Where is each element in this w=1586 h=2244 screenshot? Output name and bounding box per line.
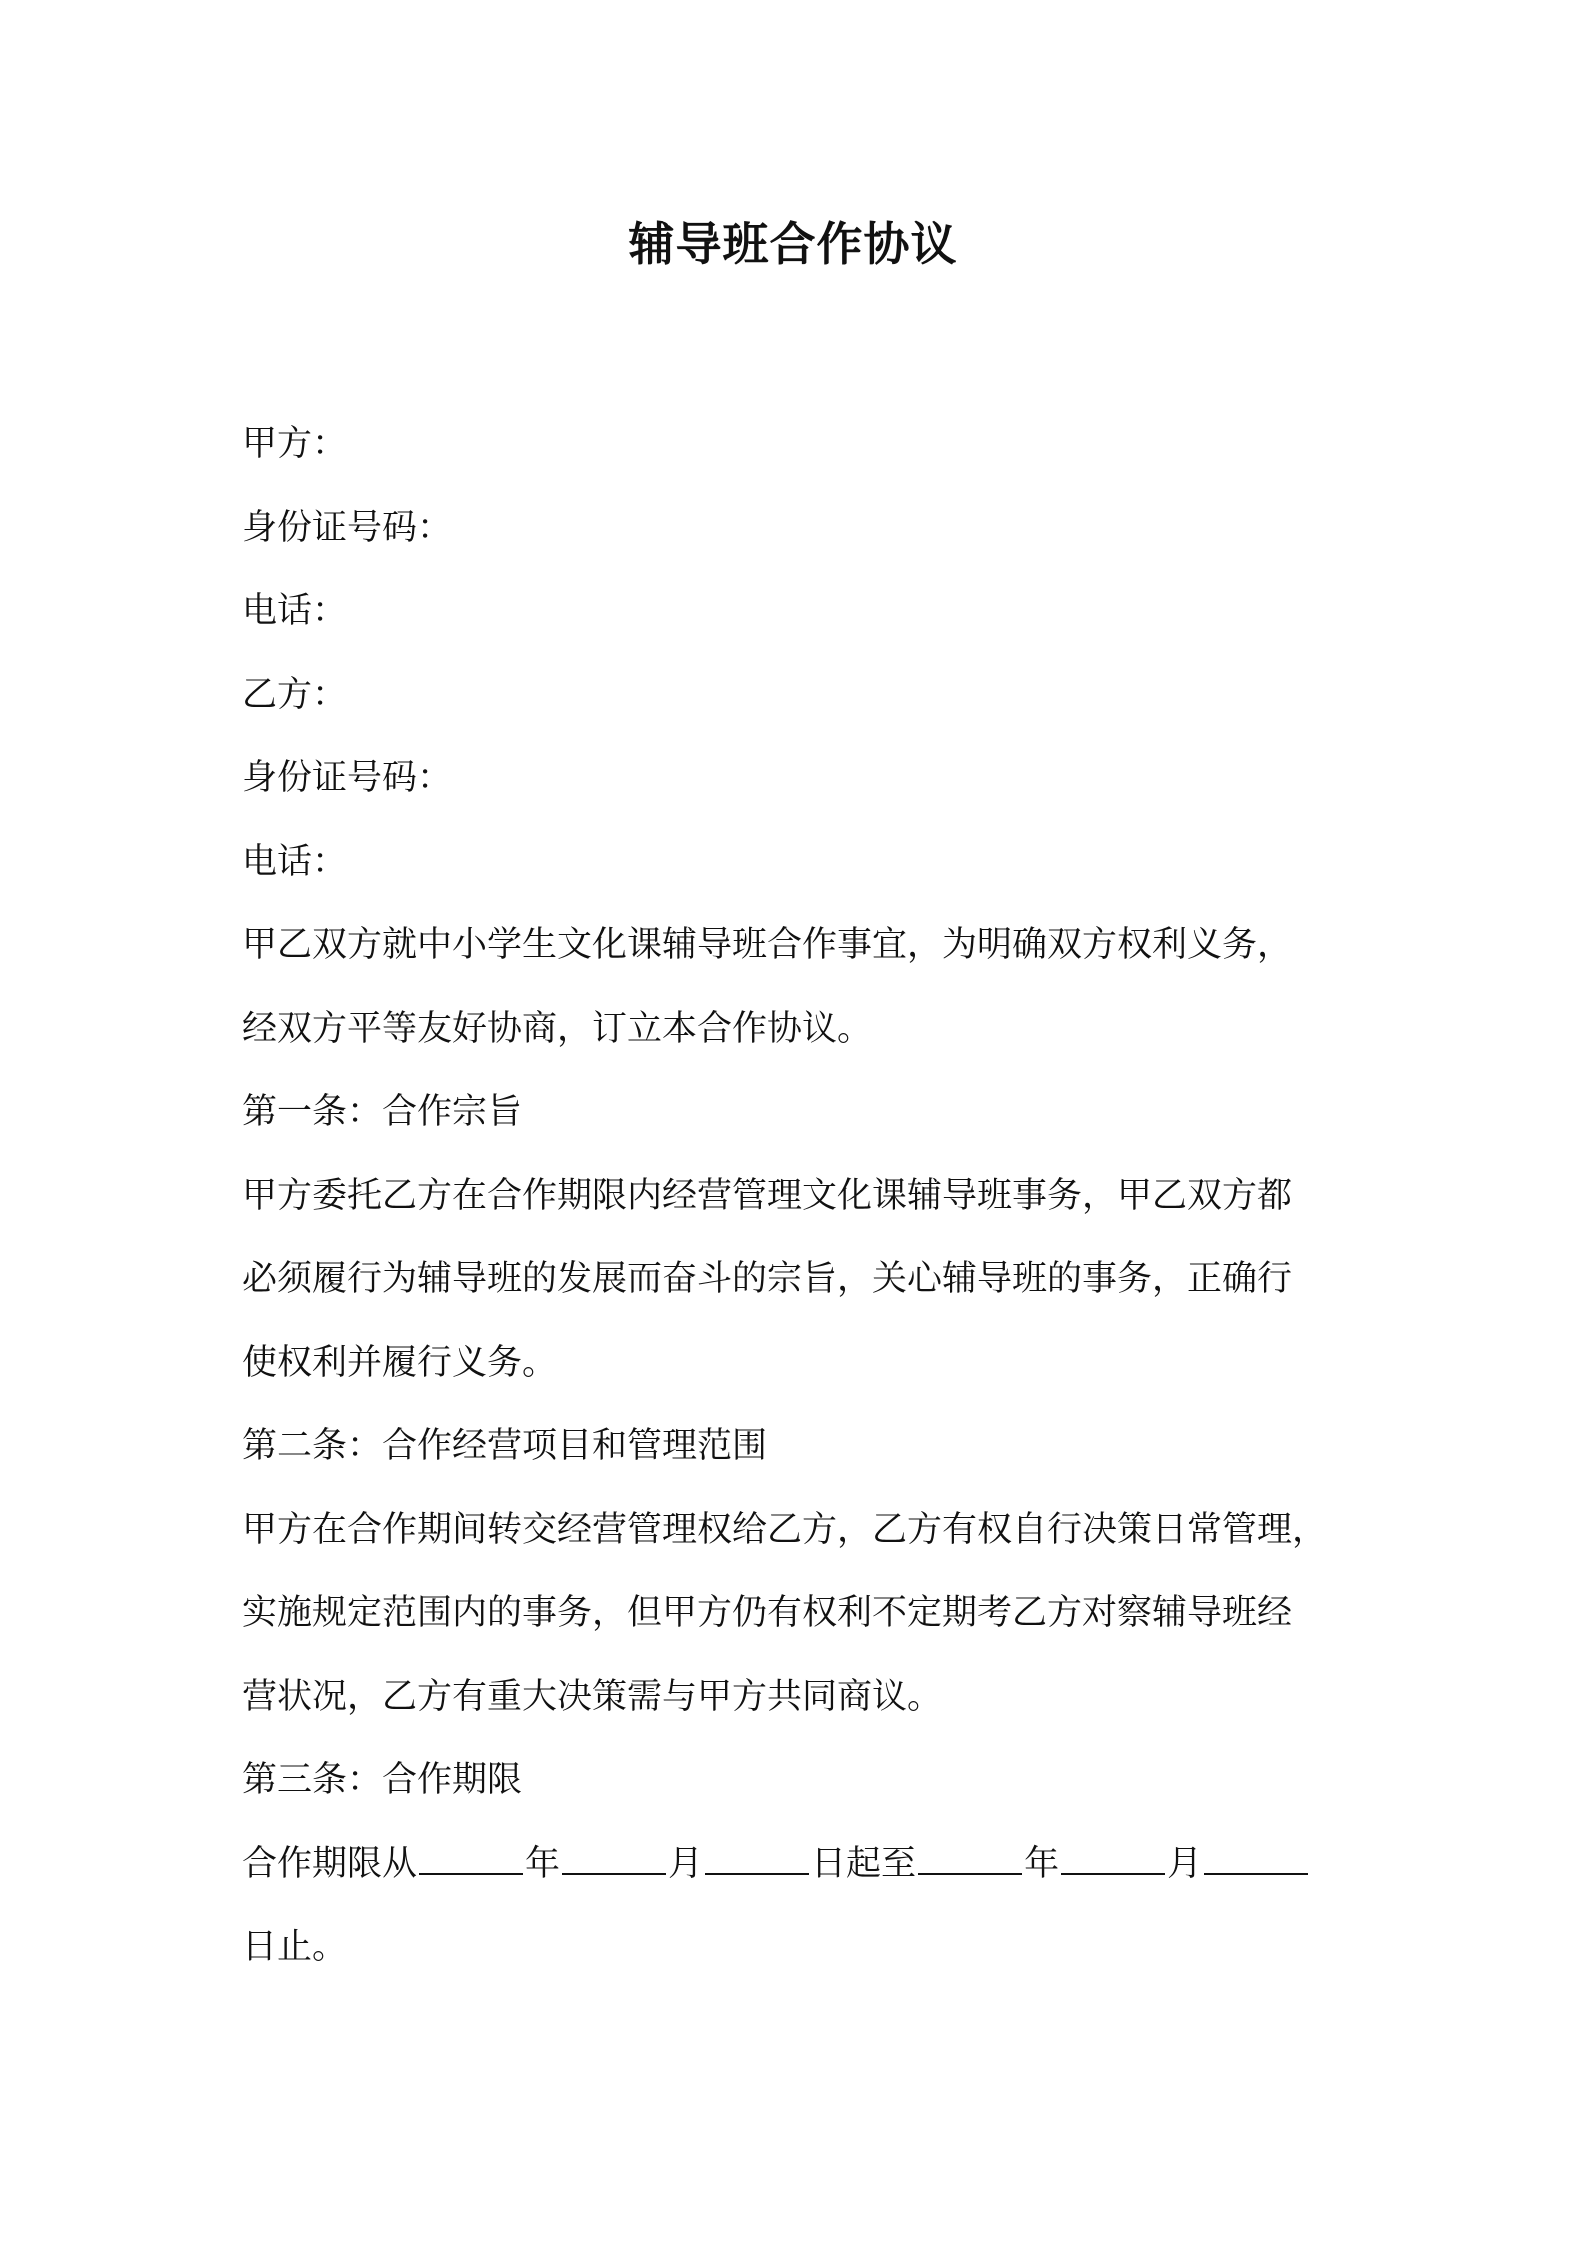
article-1-line-1: 甲方委托乙方在合作期限内经营管理文化课辅导班事务，甲乙双方都 xyxy=(242,1175,1293,1216)
party-b-id-label: 身份证号码： xyxy=(242,758,453,798)
article-2-heading: 第二条：合作经营项目和管理范围 xyxy=(242,1426,768,1466)
term-line xyxy=(242,1823,1372,1907)
start-year-blank xyxy=(419,1843,523,1875)
article-2-line-1: 甲方在合作期间转交经营管理权给乙方，乙方有权自行决策日常管理， xyxy=(242,1509,1328,1550)
party-a-label: 甲方： xyxy=(242,424,348,464)
start-month-blank xyxy=(562,1843,666,1875)
document-title: 辅导班合作协议 xyxy=(628,217,958,271)
article-2-line-3: 营状况，乙方有重大决策需与甲方共同商议。 xyxy=(242,1676,943,1717)
term-year-1: 年 xyxy=(525,1843,561,1884)
end-day-blank xyxy=(1204,1843,1308,1875)
party-a-phone-label: 电话： xyxy=(242,591,348,631)
party-b-label: 乙方： xyxy=(242,674,348,715)
end-year-blank xyxy=(918,1843,1022,1875)
preamble-line-1: 甲乙双方就中小学生文化课辅导班合作事宜，为明确双方权利义务， xyxy=(242,925,1293,965)
party-b-phone-label: 电话： xyxy=(242,841,348,882)
article-3-heading: 第三条：合作期限 xyxy=(242,1760,523,1800)
term-prefix: 合作期限从 xyxy=(242,1843,418,1884)
term-month-1: 月 xyxy=(668,1843,704,1884)
article-1-line-2: 必须履行为辅导班的发展而奋斗的宗旨，关心辅导班的事务，正确行 xyxy=(242,1259,1293,1299)
term-day-to: 日起至 xyxy=(811,1843,917,1884)
term-end: 日止。 xyxy=(242,1927,348,1967)
party-a-id-label: 身份证号码： xyxy=(242,507,453,548)
article-1-heading: 第一条：合作宗旨 xyxy=(242,1092,523,1132)
document-body xyxy=(242,403,1372,1990)
term-year-2: 年 xyxy=(1024,1843,1060,1884)
article-2-line-2: 实施规定范围内的事务，但甲方仍有权利不定期考乙方对察辅导班经 xyxy=(242,1593,1293,1633)
start-day-blank xyxy=(705,1843,809,1875)
end-month-blank xyxy=(1061,1843,1165,1875)
term-month-2: 月 xyxy=(1167,1843,1203,1884)
preamble-line-2: 经双方平等友好协商，订立本合作协议。 xyxy=(242,1008,873,1049)
article-1-line-3: 使权利并履行义务。 xyxy=(242,1342,558,1383)
